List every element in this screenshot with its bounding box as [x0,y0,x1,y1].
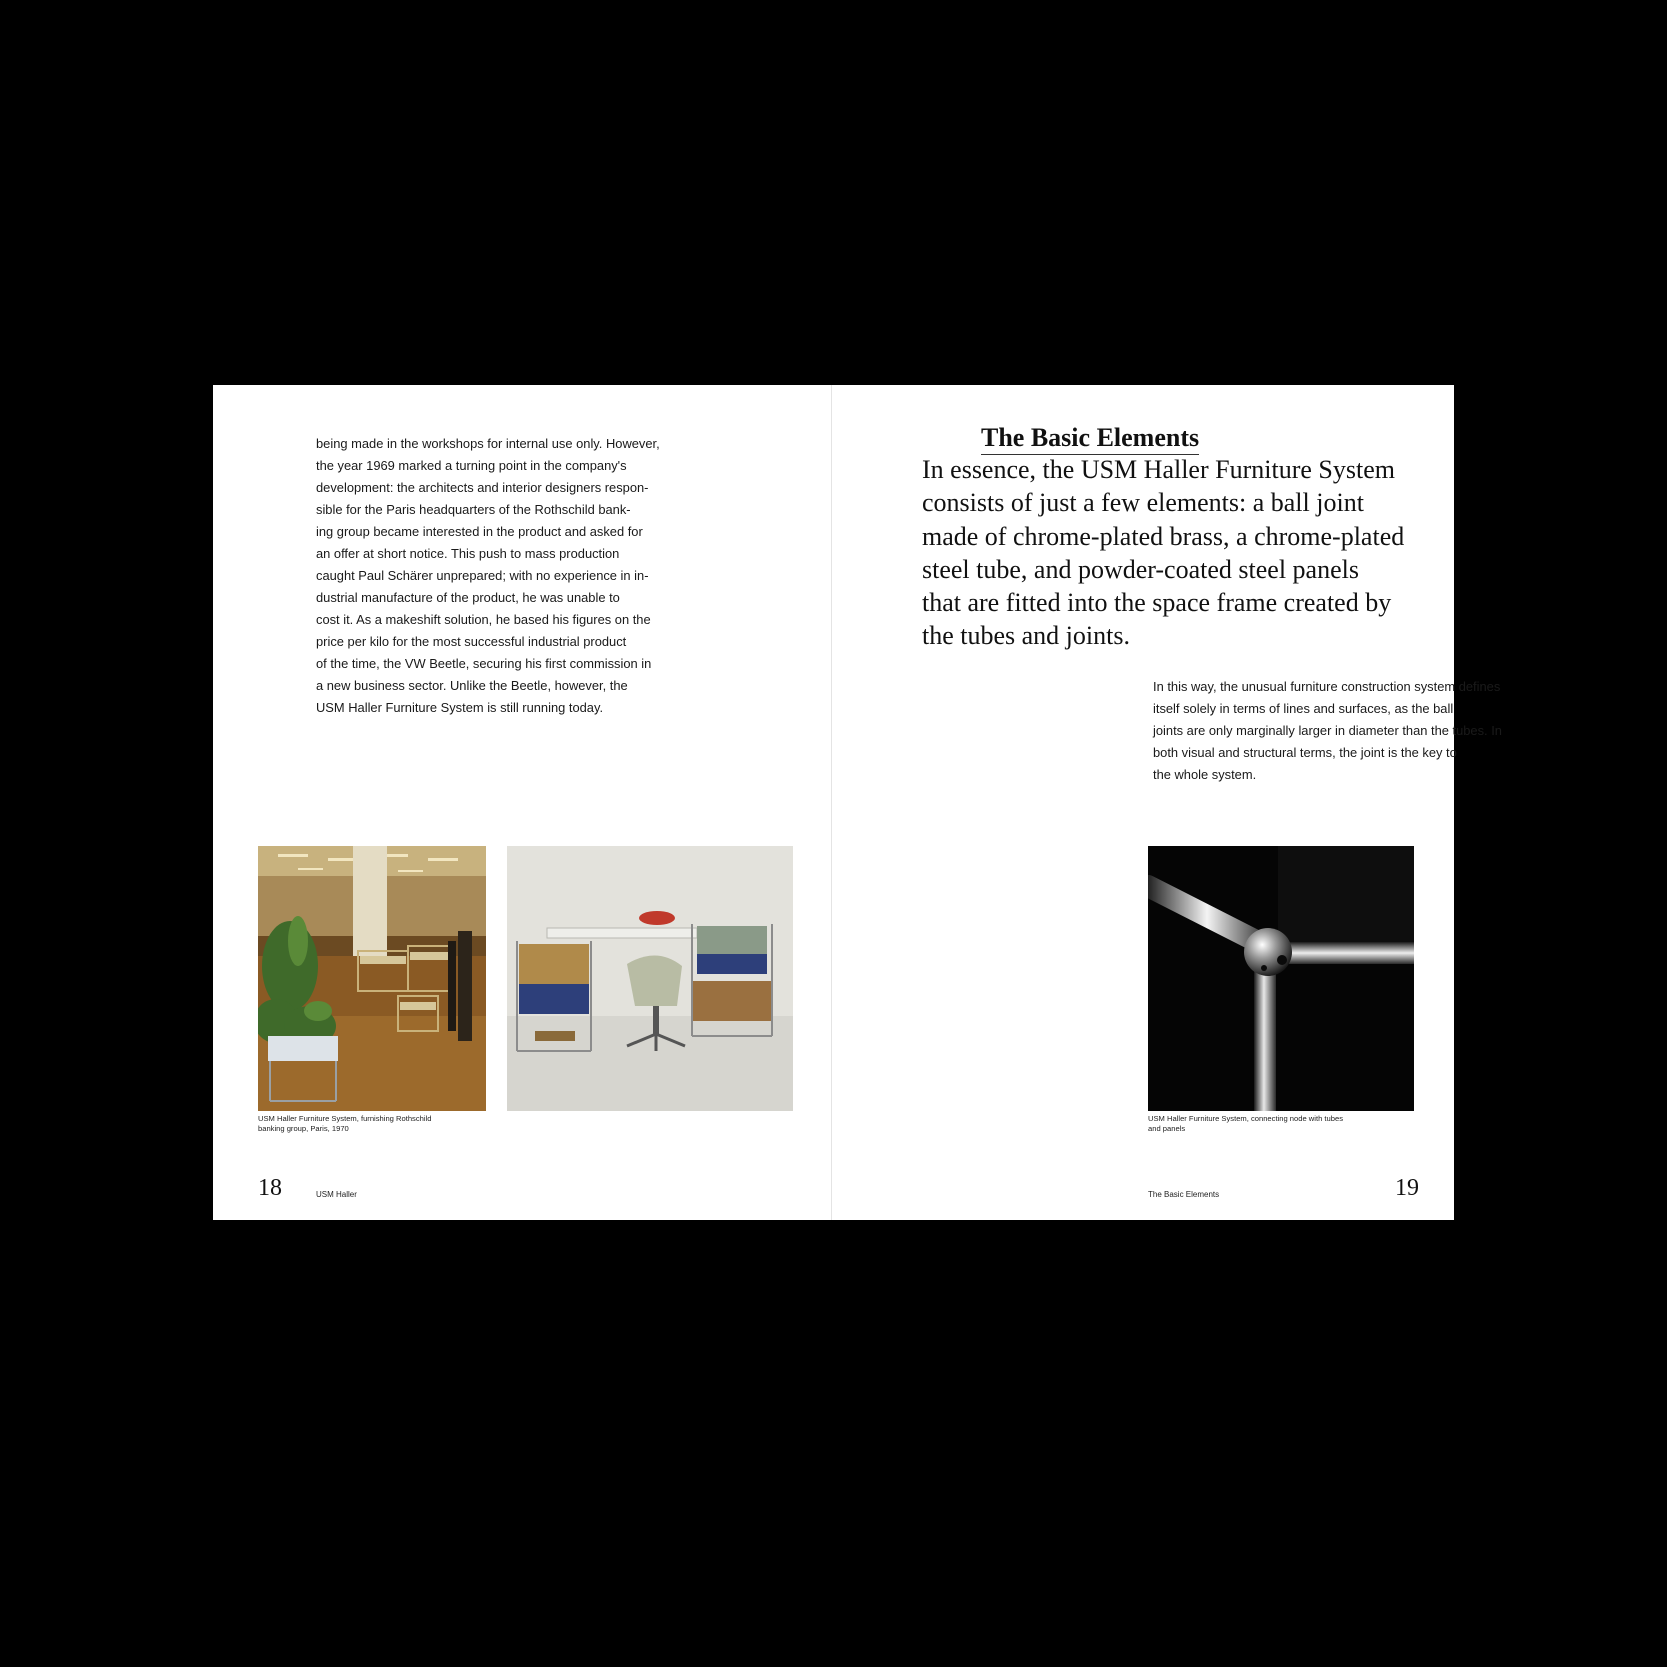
left-page-number: 18 [258,1175,282,1201]
right-running-head: The Basic Elements [1148,1190,1220,1199]
lead-paragraph: In essence, the USM Haller Furniture System consists of just a few elements: a ball joint made of chrome-plated brass, a chrome-plated steel tube, and powder-coated steel panels that are fitted into the space frame created by the tubes and joints. [922,455,1405,651]
desk-setup-photo [507,846,793,1111]
book-spread [213,385,1502,1220]
right-page [832,385,1502,1220]
section-title: The Basic Elements [981,422,1199,455]
right-body-text: In this way, the unusual furniture construction system defines itself solely in terms of lines and surfaces, as the ball joints are only marginally larger in diameter than the tubes. In both visual and structural terms, the joint is the key to the whole system. [1153,679,1502,782]
left-body-text: being made in the workshops for internal use only. However, the year 1969 marked a turning point in the company's development: the architects and interior designers respon- sible for the Paris headquarters of the Rothschild bank- ing group became interested in the product and asked for an offer at short notice. This push to mass production caught Paul Schärer unprepared; with no experience in in- dustrial manufacture of the product, he was unable to cost it. As a makeshift solution, he based his figures on the price per kilo for the most successful industrial product of the time, the VW Beetle, securing his first commission in a new business sector. Unlike the Beetle, however, the USM Haller Furniture System is still running today. [316,436,660,715]
right-page-number: 19 [1395,1175,1419,1201]
right-image-caption: USM Haller Furniture System, connecting node with tubes and panels [1148,1114,1343,1133]
left-page [213,385,832,1220]
ball-joint-photo [1148,846,1414,1111]
store-interior-photo [258,846,486,1111]
left-running-head: USM Haller [316,1190,357,1199]
left-image-caption: USM Haller Furniture System, furnishing Rothschild banking group, Paris, 1970 [258,1114,432,1133]
